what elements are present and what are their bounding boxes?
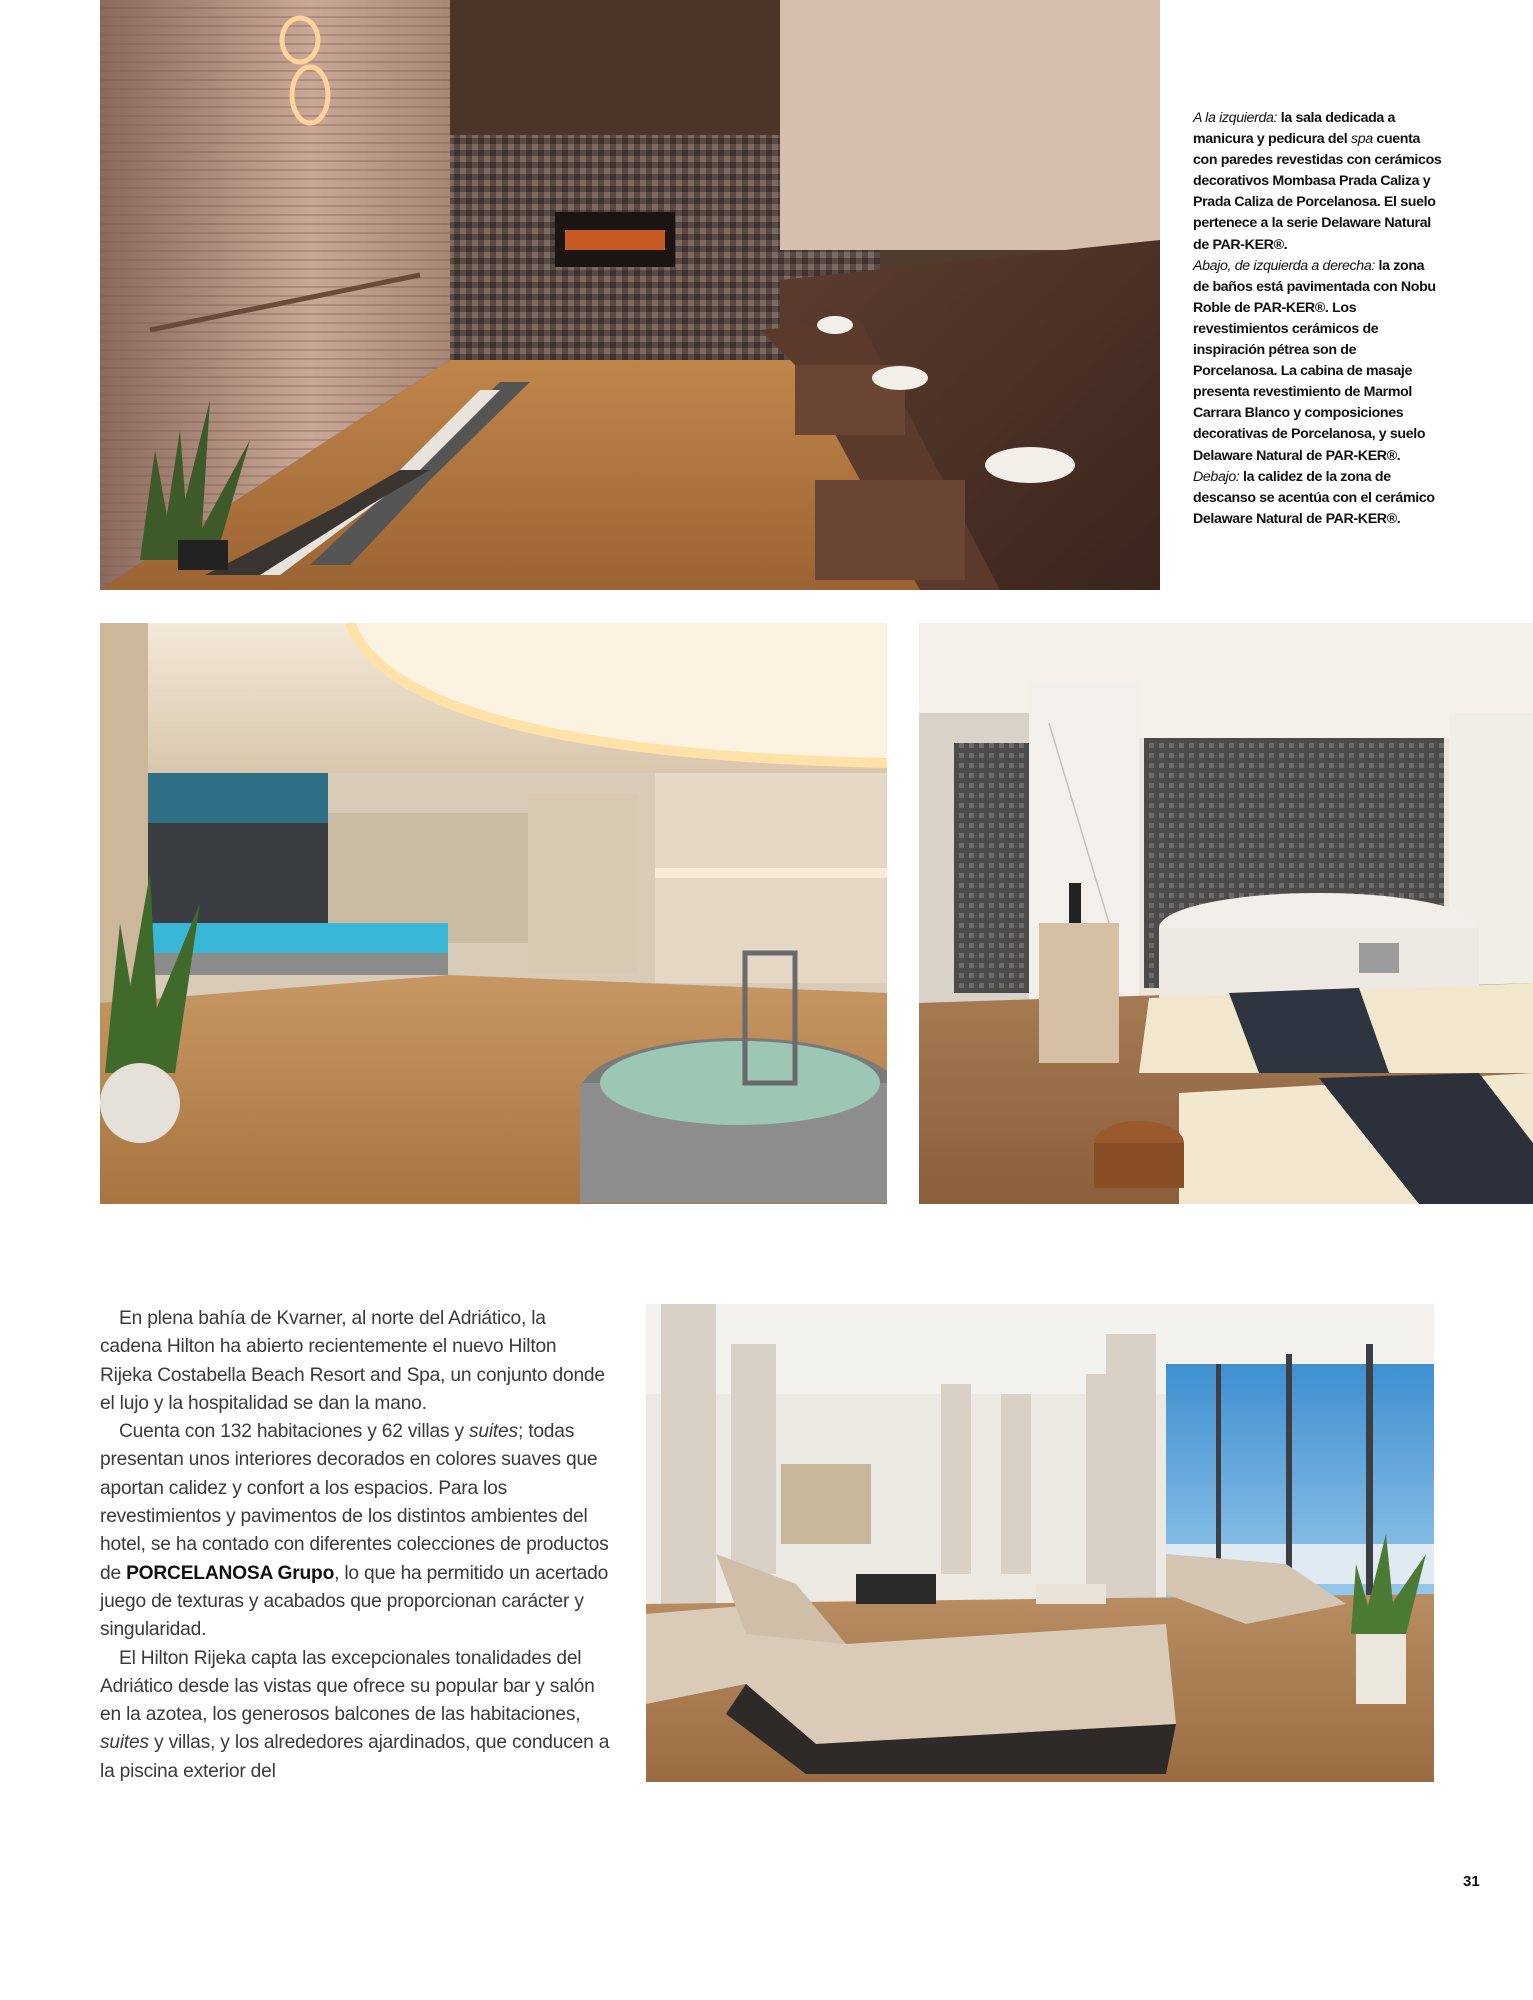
p2-brand: PORCELANOSA Grupo xyxy=(126,1562,335,1584)
photo-relaxation-lounge xyxy=(646,1304,1434,1782)
p2-emphasis: suites xyxy=(469,1421,518,1443)
caption-text-below: la calidez de la zona de descanso se acentúa con el cerámico Delaware Natural de PAR-KER®. xyxy=(1193,468,1435,527)
p3-part-a: El Hilton Rijeka capta las excepcionales tonalidades del Adriático desde las vistas que ofrece su popular bar y salón en la azotea, los generosos balcones de las habitaciones, xyxy=(100,1647,595,1726)
photo-massage-cabin xyxy=(919,623,1533,1204)
page-number: 31 xyxy=(1463,1873,1480,1890)
caption-label-below: Debajo: xyxy=(1193,468,1240,485)
p2-part-c: , lo que ha permitido un acertado juego de texturas y acabados que proporcionan carácter y singularidad. xyxy=(100,1562,609,1641)
caption-text-spa: cuenta con paredes revestidas con cerámicos decorativos Mombasa Prada Caliza y Prada Caliza de Porcelanosa. El suelo pertenece a la serie Delaware Natural de PAR-KER®. xyxy=(1193,131,1442,253)
p3-part-b: y villas, y los alrededores ajardinados, que conducen a la piscina exterior del xyxy=(100,1732,610,1782)
photo-caption xyxy=(1193,108,1443,530)
p3-emphasis: suites xyxy=(100,1732,149,1754)
caption-text-left: la sala dedicada a manicura y pedicura del xyxy=(1193,110,1396,148)
article-paragraph-3 xyxy=(100,1645,610,1786)
caption-label-left: A la izquierda: xyxy=(1193,110,1278,126)
caption-label-spa: spa xyxy=(1350,131,1373,148)
caption-text-below-row: la zona de baños está pavimentada con Nobu Roble de PAR-KER®. Los revestimientos cerámicos de inspiración pétrea son de Porcelanosa. La cabina de masaje presenta revestimiento de Marmol Carrara Blanco y composiciones decorativas de Porcelanosa, y suelo Delaware Natural de PAR-KER®. xyxy=(1193,257,1436,464)
p2-part-b: ; todas presentan unos interiores decorados en colores suaves que aportan calidez y confort a los espacios. Para los revestimientos y pavimentos de los distintos ambientes del hotel, se ha contado con diferentes colecciones de productos de xyxy=(100,1421,609,1584)
article-paragraph-2 xyxy=(100,1418,610,1644)
p2-part-a: Cuenta con 132 habitaciones y 62 villas y xyxy=(119,1421,469,1443)
article-paragraph-1: En plena bahía de Kvarner, al norte del Adriático, la cadena Hilton ha abierto recientemente el nuevo Hilton Rijeka Costabella Beach Resort and Spa, un conjunto donde el lujo y la hospitalidad se dan la mano. xyxy=(100,1308,605,1414)
article-body xyxy=(100,1305,610,1786)
photo-bath-area xyxy=(100,623,887,1204)
photo-manicure-room xyxy=(100,0,1160,590)
caption-label-below-row: Abajo, de izquierda a derecha: xyxy=(1193,257,1375,274)
